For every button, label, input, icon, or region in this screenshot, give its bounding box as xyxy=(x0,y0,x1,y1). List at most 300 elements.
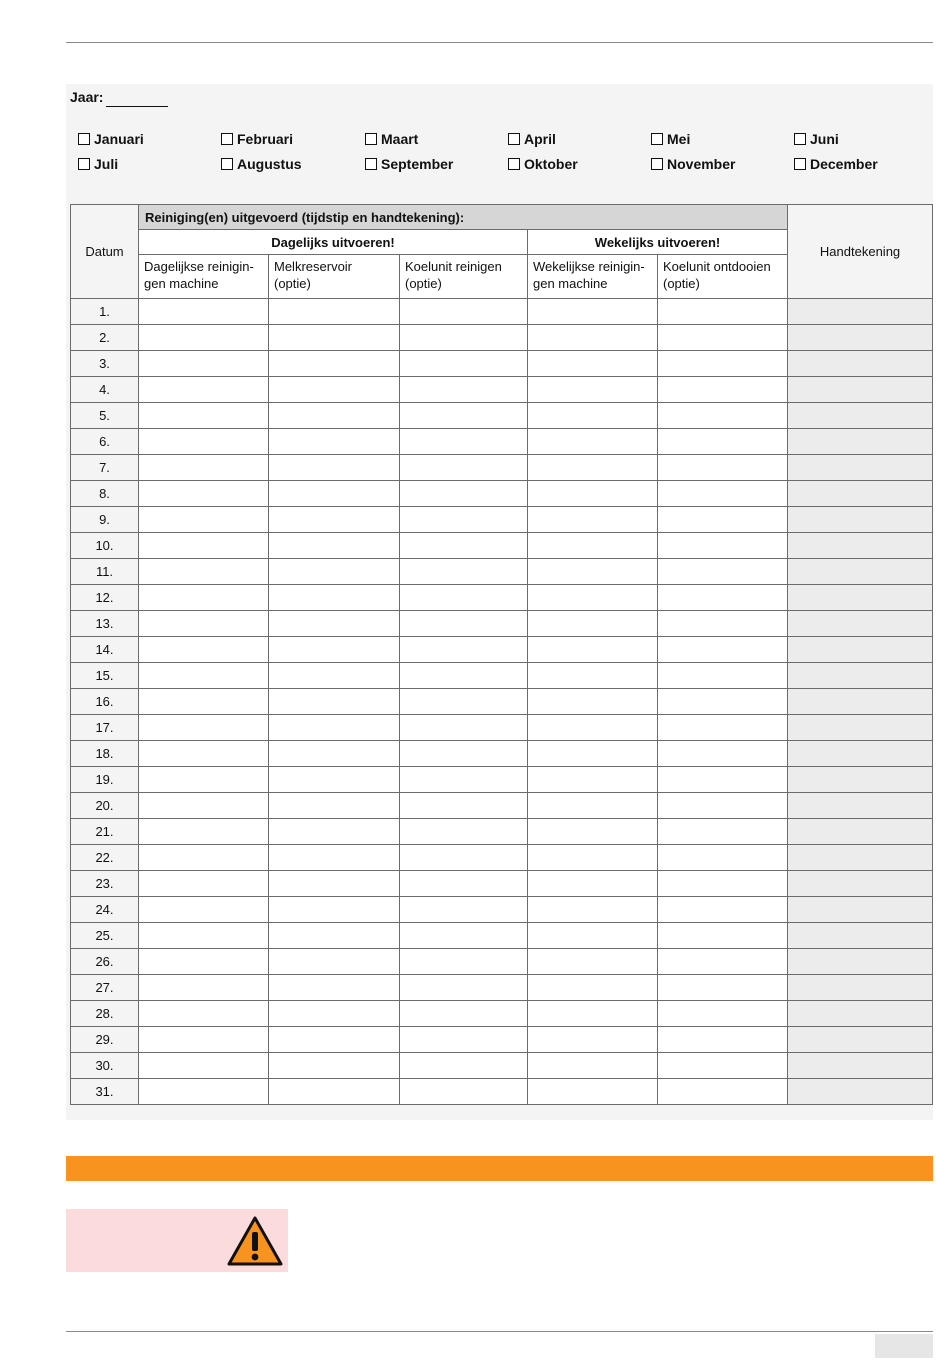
entry-cell[interactable] xyxy=(400,533,528,559)
entry-cell[interactable] xyxy=(269,325,400,351)
entry-cell[interactable] xyxy=(658,767,788,793)
entry-cell[interactable] xyxy=(269,949,400,975)
entry-cell[interactable] xyxy=(139,377,269,403)
entry-cell[interactable] xyxy=(528,559,658,585)
entry-cell[interactable] xyxy=(139,403,269,429)
entry-cell[interactable] xyxy=(269,507,400,533)
table-row xyxy=(71,689,933,715)
day-number-cell: 11. xyxy=(71,559,139,585)
signature-cell[interactable] xyxy=(788,793,933,819)
entry-cell[interactable] xyxy=(269,741,400,767)
entry-cell[interactable] xyxy=(528,299,658,325)
day-number-cell: 9. xyxy=(71,507,139,533)
entry-cell[interactable] xyxy=(139,559,269,585)
entry-cell[interactable] xyxy=(139,741,269,767)
entry-cell[interactable] xyxy=(400,611,528,637)
table-row xyxy=(71,819,933,845)
entry-cell[interactable] xyxy=(658,1001,788,1027)
entry-cell[interactable] xyxy=(658,455,788,481)
signature-cell[interactable] xyxy=(788,949,933,975)
signature-cell[interactable] xyxy=(788,481,933,507)
table-row xyxy=(71,975,933,1001)
month-label: December xyxy=(810,156,878,172)
entry-cell[interactable] xyxy=(658,585,788,611)
entry-cell[interactable] xyxy=(139,819,269,845)
entry-cell[interactable] xyxy=(269,871,400,897)
month-label: Januari xyxy=(94,131,144,147)
day-number-cell: 10. xyxy=(71,533,139,559)
day-number-cell: 23. xyxy=(71,871,139,897)
entry-cell[interactable] xyxy=(400,559,528,585)
day-number-cell: 7. xyxy=(71,455,139,481)
entry-cell[interactable] xyxy=(269,819,400,845)
entry-cell[interactable] xyxy=(658,845,788,871)
signature-cell[interactable] xyxy=(788,923,933,949)
entry-cell[interactable] xyxy=(139,481,269,507)
entry-cell[interactable] xyxy=(269,689,400,715)
table-row xyxy=(71,741,933,767)
signature-cell[interactable] xyxy=(788,897,933,923)
entry-cell[interactable] xyxy=(528,377,658,403)
day-number-cell: 25. xyxy=(71,923,139,949)
day-number-cell: 21. xyxy=(71,819,139,845)
entry-cell[interactable] xyxy=(400,455,528,481)
signature-cell[interactable] xyxy=(788,845,933,871)
month-label: Maart xyxy=(381,131,419,147)
entry-cell[interactable] xyxy=(400,715,528,741)
entry-cell[interactable] xyxy=(400,871,528,897)
entry-cell[interactable] xyxy=(658,429,788,455)
signature-cell[interactable] xyxy=(788,715,933,741)
month-juli[interactable] xyxy=(78,155,118,173)
day-number-cell: 5. xyxy=(71,403,139,429)
entry-cell[interactable] xyxy=(139,637,269,663)
checkbox[interactable] xyxy=(794,133,806,145)
entry-cell[interactable] xyxy=(528,663,658,689)
entry-cell[interactable] xyxy=(658,715,788,741)
table-row xyxy=(71,637,933,663)
entry-cell[interactable] xyxy=(400,923,528,949)
entry-cell[interactable] xyxy=(139,429,269,455)
table-row xyxy=(71,455,933,481)
entry-cell[interactable] xyxy=(528,819,658,845)
entry-cell[interactable] xyxy=(400,897,528,923)
entry-cell[interactable] xyxy=(400,507,528,533)
day-number-cell: 16. xyxy=(71,689,139,715)
warning-triangle-icon xyxy=(226,1215,284,1267)
entry-cell[interactable] xyxy=(658,481,788,507)
entry-cell[interactable] xyxy=(528,1027,658,1053)
table-row xyxy=(71,429,933,455)
day-number-cell: 24. xyxy=(71,897,139,923)
entry-cell[interactable] xyxy=(269,975,400,1001)
entry-cell[interactable] xyxy=(139,1027,269,1053)
entry-cell[interactable] xyxy=(658,533,788,559)
entry-cell[interactable] xyxy=(139,949,269,975)
entry-cell[interactable] xyxy=(269,377,400,403)
entry-cell[interactable] xyxy=(139,1053,269,1079)
entry-cell[interactable] xyxy=(658,377,788,403)
entry-cell[interactable] xyxy=(269,403,400,429)
checkbox[interactable] xyxy=(78,158,90,170)
entry-cell[interactable] xyxy=(269,1079,400,1105)
table-row xyxy=(71,351,933,377)
entry-cell[interactable] xyxy=(139,455,269,481)
entry-cell[interactable] xyxy=(528,793,658,819)
month-label: Juli xyxy=(94,156,119,172)
day-number-cell: 30. xyxy=(71,1053,139,1079)
entry-cell[interactable] xyxy=(400,325,528,351)
day-number-cell: 17. xyxy=(71,715,139,741)
table-row xyxy=(71,845,933,871)
month-oktober[interactable] xyxy=(508,155,578,173)
month-januari[interactable] xyxy=(78,130,144,148)
day-number-cell: 31. xyxy=(71,1079,139,1105)
entry-cell[interactable] xyxy=(528,533,658,559)
entry-cell[interactable] xyxy=(528,585,658,611)
month-label: November xyxy=(667,156,736,172)
entry-cell[interactable] xyxy=(528,715,658,741)
signature-cell[interactable] xyxy=(788,637,933,663)
cleaning-title-header: Reiniging(en) uitgevoerd (tijdstip en handtekening): xyxy=(139,205,788,230)
entry-cell[interactable] xyxy=(400,351,528,377)
signature-cell[interactable] xyxy=(788,325,933,351)
signature-cell[interactable] xyxy=(788,533,933,559)
entry-cell[interactable] xyxy=(400,377,528,403)
day-number-cell: 14. xyxy=(71,637,139,663)
entry-cell[interactable] xyxy=(269,715,400,741)
entry-cell[interactable] xyxy=(658,793,788,819)
entry-cell[interactable] xyxy=(658,1053,788,1079)
entry-cell[interactable] xyxy=(400,429,528,455)
entry-cell[interactable] xyxy=(528,897,658,923)
entry-cell[interactable] xyxy=(269,845,400,871)
entry-cell[interactable] xyxy=(400,793,528,819)
entry-cell[interactable] xyxy=(658,871,788,897)
entry-cell[interactable] xyxy=(269,299,400,325)
table-row xyxy=(71,1053,933,1079)
top-rule xyxy=(66,42,933,43)
table-row xyxy=(71,1079,933,1105)
table-row xyxy=(71,793,933,819)
entry-cell[interactable] xyxy=(139,715,269,741)
table-row xyxy=(71,507,933,533)
entry-cell[interactable] xyxy=(139,897,269,923)
column-header-daily-machine: Dagelijkse reinigin- gen machine xyxy=(139,255,269,299)
day-number-cell: 19. xyxy=(71,767,139,793)
table-row xyxy=(71,299,933,325)
signature-cell[interactable] xyxy=(788,871,933,897)
entry-cell[interactable] xyxy=(658,819,788,845)
signature-cell[interactable] xyxy=(788,455,933,481)
entry-cell[interactable] xyxy=(139,299,269,325)
entry-cell[interactable] xyxy=(400,845,528,871)
entry-cell[interactable] xyxy=(269,429,400,455)
entry-cell[interactable] xyxy=(269,1027,400,1053)
signature-cell[interactable] xyxy=(788,689,933,715)
entry-cell[interactable] xyxy=(658,403,788,429)
entry-cell[interactable] xyxy=(528,923,658,949)
entry-cell[interactable] xyxy=(658,741,788,767)
entry-cell[interactable] xyxy=(658,897,788,923)
entry-cell[interactable] xyxy=(269,793,400,819)
signature-cell[interactable] xyxy=(788,299,933,325)
month-label: April xyxy=(524,131,556,147)
table-row xyxy=(71,533,933,559)
entry-cell[interactable] xyxy=(139,871,269,897)
entry-cell[interactable] xyxy=(400,1027,528,1053)
entry-cell[interactable] xyxy=(658,351,788,377)
weekly-group-header: Wekelijks uitvoeren! xyxy=(528,230,788,255)
entry-cell[interactable] xyxy=(269,767,400,793)
entry-cell[interactable] xyxy=(528,403,658,429)
entry-cell[interactable] xyxy=(400,637,528,663)
day-number-cell: 1. xyxy=(71,299,139,325)
entry-cell[interactable] xyxy=(528,1053,658,1079)
day-number-cell: 15. xyxy=(71,663,139,689)
table-row xyxy=(71,611,933,637)
entry-cell[interactable] xyxy=(269,585,400,611)
signature-cell[interactable] xyxy=(788,377,933,403)
entry-cell[interactable] xyxy=(400,1053,528,1079)
entry-cell[interactable] xyxy=(528,949,658,975)
entry-cell[interactable] xyxy=(400,949,528,975)
signature-cell[interactable] xyxy=(788,585,933,611)
month-label: Februari xyxy=(237,131,294,147)
daily-group-header: Dagelijks uitvoeren! xyxy=(139,230,528,255)
entry-cell[interactable] xyxy=(139,1079,269,1105)
signature-cell[interactable] xyxy=(788,611,933,637)
month-februari[interactable] xyxy=(221,130,293,148)
entry-cell[interactable] xyxy=(139,663,269,689)
entry-cell[interactable] xyxy=(269,1053,400,1079)
day-number-cell: 27. xyxy=(71,975,139,1001)
table-row xyxy=(71,403,933,429)
month-september[interactable] xyxy=(365,155,453,173)
table-row xyxy=(71,949,933,975)
entry-cell[interactable] xyxy=(269,897,400,923)
entry-cell[interactable] xyxy=(400,975,528,1001)
table-row xyxy=(71,559,933,585)
signature-cell[interactable] xyxy=(788,1027,933,1053)
datum-header: Datum xyxy=(71,205,139,299)
entry-cell[interactable] xyxy=(528,611,658,637)
table-row xyxy=(71,481,933,507)
checkbox[interactable] xyxy=(508,133,520,145)
entry-cell[interactable] xyxy=(139,793,269,819)
signature-cell[interactable] xyxy=(788,1053,933,1079)
entry-cell[interactable] xyxy=(658,1027,788,1053)
entry-cell[interactable] xyxy=(139,325,269,351)
entry-cell[interactable] xyxy=(528,481,658,507)
entry-cell[interactable] xyxy=(400,741,528,767)
checkbox[interactable] xyxy=(365,158,377,170)
entry-cell[interactable] xyxy=(400,689,528,715)
entry-cell[interactable] xyxy=(658,923,788,949)
entry-cell[interactable] xyxy=(528,767,658,793)
signature-cell[interactable] xyxy=(788,429,933,455)
entry-cell[interactable] xyxy=(139,1001,269,1027)
checkbox[interactable] xyxy=(508,158,520,170)
entry-cell[interactable] xyxy=(139,585,269,611)
entry-cell[interactable] xyxy=(269,533,400,559)
day-number-cell: 8. xyxy=(71,481,139,507)
entry-cell[interactable] xyxy=(139,533,269,559)
year-input-line[interactable] xyxy=(106,106,168,107)
entry-cell[interactable] xyxy=(528,689,658,715)
entry-cell[interactable] xyxy=(400,1001,528,1027)
signature-cell[interactable] xyxy=(788,507,933,533)
section-band xyxy=(66,1156,933,1181)
month-label: Mei xyxy=(667,131,691,147)
entry-cell[interactable] xyxy=(269,351,400,377)
day-number-cell: 20. xyxy=(71,793,139,819)
cleaning-log-table xyxy=(70,204,933,1105)
entry-cell[interactable] xyxy=(528,637,658,663)
checkbox[interactable] xyxy=(794,158,806,170)
checkbox[interactable] xyxy=(221,133,233,145)
table-row xyxy=(71,923,933,949)
entry-cell[interactable] xyxy=(400,767,528,793)
entry-cell[interactable] xyxy=(528,429,658,455)
entry-cell[interactable] xyxy=(658,299,788,325)
signature-cell[interactable] xyxy=(788,1079,933,1105)
table-row xyxy=(71,325,933,351)
checkbox[interactable] xyxy=(651,133,663,145)
day-number-cell: 3. xyxy=(71,351,139,377)
entry-cell[interactable] xyxy=(269,1001,400,1027)
entry-cell[interactable] xyxy=(400,299,528,325)
entry-cell[interactable] xyxy=(139,767,269,793)
day-number-cell: 2. xyxy=(71,325,139,351)
entry-cell[interactable] xyxy=(658,559,788,585)
checkbox[interactable] xyxy=(365,133,377,145)
entry-cell[interactable] xyxy=(400,585,528,611)
month-augustus[interactable] xyxy=(221,155,302,173)
entry-cell[interactable] xyxy=(139,507,269,533)
entry-cell[interactable] xyxy=(658,637,788,663)
entry-cell[interactable] xyxy=(658,663,788,689)
entry-cell[interactable] xyxy=(400,403,528,429)
entry-cell[interactable] xyxy=(658,1079,788,1105)
page-number-box xyxy=(875,1334,933,1358)
entry-cell[interactable] xyxy=(528,325,658,351)
table-row xyxy=(71,377,933,403)
entry-cell[interactable] xyxy=(528,871,658,897)
table-row xyxy=(71,897,933,923)
day-number-cell: 22. xyxy=(71,845,139,871)
table-row xyxy=(71,715,933,741)
entry-cell[interactable] xyxy=(528,351,658,377)
signature-cell[interactable] xyxy=(788,559,933,585)
entry-cell[interactable] xyxy=(400,1079,528,1105)
entry-cell[interactable] xyxy=(400,663,528,689)
table-row xyxy=(71,585,933,611)
year-label: Jaar: xyxy=(70,89,104,105)
entry-cell[interactable] xyxy=(658,611,788,637)
day-number-cell: 26. xyxy=(71,949,139,975)
month-juni[interactable] xyxy=(794,130,839,148)
signature-cell[interactable] xyxy=(788,403,933,429)
entry-cell[interactable] xyxy=(139,975,269,1001)
entry-cell[interactable] xyxy=(269,455,400,481)
month-label: Juni xyxy=(810,131,839,147)
checkbox[interactable] xyxy=(651,158,663,170)
entry-cell[interactable] xyxy=(658,689,788,715)
entry-cell[interactable] xyxy=(269,923,400,949)
entry-cell[interactable] xyxy=(528,845,658,871)
entry-cell[interactable] xyxy=(269,611,400,637)
entry-cell[interactable] xyxy=(658,975,788,1001)
month-selector xyxy=(78,130,878,180)
month-label: Augustus xyxy=(237,156,302,172)
day-number-cell: 4. xyxy=(71,377,139,403)
entry-cell[interactable] xyxy=(528,455,658,481)
entry-cell[interactable] xyxy=(658,325,788,351)
day-number-cell: 12. xyxy=(71,585,139,611)
column-header-weekly-machine: Wekelijkse reinigin- gen machine xyxy=(528,255,658,299)
signature-cell[interactable] xyxy=(788,663,933,689)
entry-cell[interactable] xyxy=(528,507,658,533)
table-row xyxy=(71,1027,933,1053)
entry-cell[interactable] xyxy=(269,663,400,689)
day-number-cell: 29. xyxy=(71,1027,139,1053)
month-maart[interactable] xyxy=(365,130,418,148)
entry-cell[interactable] xyxy=(658,507,788,533)
day-number-cell: 13. xyxy=(71,611,139,637)
signature-header: Handtekening xyxy=(788,205,933,299)
entry-cell[interactable] xyxy=(658,949,788,975)
entry-cell[interactable] xyxy=(139,923,269,949)
entry-cell[interactable] xyxy=(269,481,400,507)
entry-cell[interactable] xyxy=(139,611,269,637)
day-number-cell: 28. xyxy=(71,1001,139,1027)
entry-cell[interactable] xyxy=(400,819,528,845)
month-april[interactable] xyxy=(508,130,556,148)
signature-cell[interactable] xyxy=(788,819,933,845)
entry-cell[interactable] xyxy=(528,741,658,767)
day-number-cell: 6. xyxy=(71,429,139,455)
entry-cell[interactable] xyxy=(139,689,269,715)
entry-cell[interactable] xyxy=(528,975,658,1001)
signature-cell[interactable] xyxy=(788,767,933,793)
checkbox[interactable] xyxy=(78,133,90,145)
entry-cell[interactable] xyxy=(139,845,269,871)
column-header-cooling-clean: Koelunit reinigen (optie) xyxy=(400,255,528,299)
month-label: Oktober xyxy=(524,156,578,172)
signature-cell[interactable] xyxy=(788,975,933,1001)
entry-cell[interactable] xyxy=(400,481,528,507)
table-row xyxy=(71,767,933,793)
entry-cell[interactable] xyxy=(269,559,400,585)
day-number-cell: 18. xyxy=(71,741,139,767)
column-header-milk-reservoir: Melkreservoir (optie) xyxy=(269,255,400,299)
table-row xyxy=(71,871,933,897)
entry-cell[interactable] xyxy=(528,1001,658,1027)
month-december[interactable] xyxy=(794,155,878,173)
month-november[interactable] xyxy=(651,155,735,173)
entry-cell[interactable] xyxy=(269,637,400,663)
column-header-cooling-defrost: Koelunit ontdooien (optie) xyxy=(658,255,788,299)
signature-cell[interactable] xyxy=(788,1001,933,1027)
month-mei[interactable] xyxy=(651,130,690,148)
signature-cell[interactable] xyxy=(788,741,933,767)
entry-cell[interactable] xyxy=(528,1079,658,1105)
table-row xyxy=(71,1001,933,1027)
checkbox[interactable] xyxy=(221,158,233,170)
signature-cell[interactable] xyxy=(788,351,933,377)
entry-cell[interactable] xyxy=(139,351,269,377)
